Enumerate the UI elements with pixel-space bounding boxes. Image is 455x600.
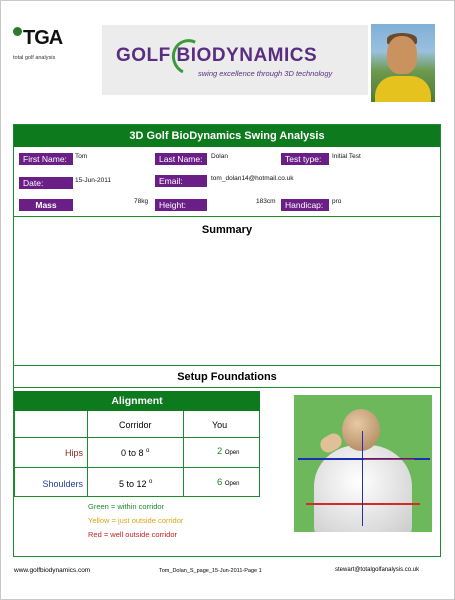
shoulders-corridor: 5 to 12 $^o$ (119, 479, 153, 489)
date-value: 15-Jun-2011 (75, 177, 112, 184)
legend-red: Red = well outside corridor (88, 530, 178, 539)
handicap-label: Handicap: (281, 199, 329, 211)
report-frame (13, 124, 441, 557)
shoulders-row-label: Shoulders (42, 479, 83, 489)
mass-value: 78kg (134, 198, 149, 205)
footer-email: stewart@totalgolfanalysis.co.uk (335, 567, 420, 573)
alignment-grid (14, 411, 260, 497)
hips-corridor: 0 to 8 $^o$ (121, 448, 150, 458)
setup-foundations-heading: Setup Foundations (177, 371, 277, 383)
email-value: tom_dolan14@hotmail.co.uk (211, 175, 294, 182)
tga-tagline: total golf analysis (13, 55, 56, 61)
first-name-label: First Name: (19, 153, 73, 165)
golf-biodynamics-banner (102, 25, 368, 95)
date-label: Date: (19, 177, 73, 189)
handicap-value: pro (332, 198, 342, 205)
hips-you: 2 Open (217, 446, 240, 457)
mass-label: Mass (19, 199, 73, 211)
golfer-photo (371, 24, 435, 102)
brand-tagline: swing excellence through 3D technology (198, 69, 333, 78)
legend-yellow: Yellow = just outside corridor (88, 516, 184, 525)
footer-page-id: Tom_Dolan_S_page_15-Jun-2011-Page 1 (159, 568, 262, 574)
brand-name: GOLF BIODYNAMICS (116, 45, 317, 67)
section-divider (14, 365, 440, 366)
test-type-label: Test type: (281, 153, 329, 165)
last-name-label: Last Name: (155, 153, 207, 165)
tga-logo-mark: TGA (13, 27, 62, 50)
player-info (14, 147, 440, 217)
legend-green: Green = within corridor (88, 502, 165, 511)
last-name-value: Dolan (211, 153, 228, 160)
hips-row-label: Hips (64, 448, 83, 458)
report-title: 3D Golf BioDynamics Swing Analysis (14, 125, 440, 147)
you-column-header: You (212, 420, 228, 430)
first-name-value: Tom (75, 153, 88, 160)
height-label: Height: (155, 199, 207, 211)
tga-logo (13, 27, 73, 67)
section-divider (14, 387, 440, 388)
shoulders-you: 6 Open (217, 477, 240, 488)
footer-website: www.golfbiodynamics.com (14, 567, 91, 574)
alignment-table (14, 391, 260, 501)
alignment-heading: Alignment (14, 391, 260, 411)
summary-heading: Summary (201, 224, 253, 236)
height-value: 183cm (256, 198, 276, 205)
3d-swing-model-image (294, 395, 432, 532)
email-label: Email: (155, 175, 207, 187)
test-type-value: Initial Test (332, 153, 361, 160)
corridor-column-header: Corridor (119, 420, 152, 430)
